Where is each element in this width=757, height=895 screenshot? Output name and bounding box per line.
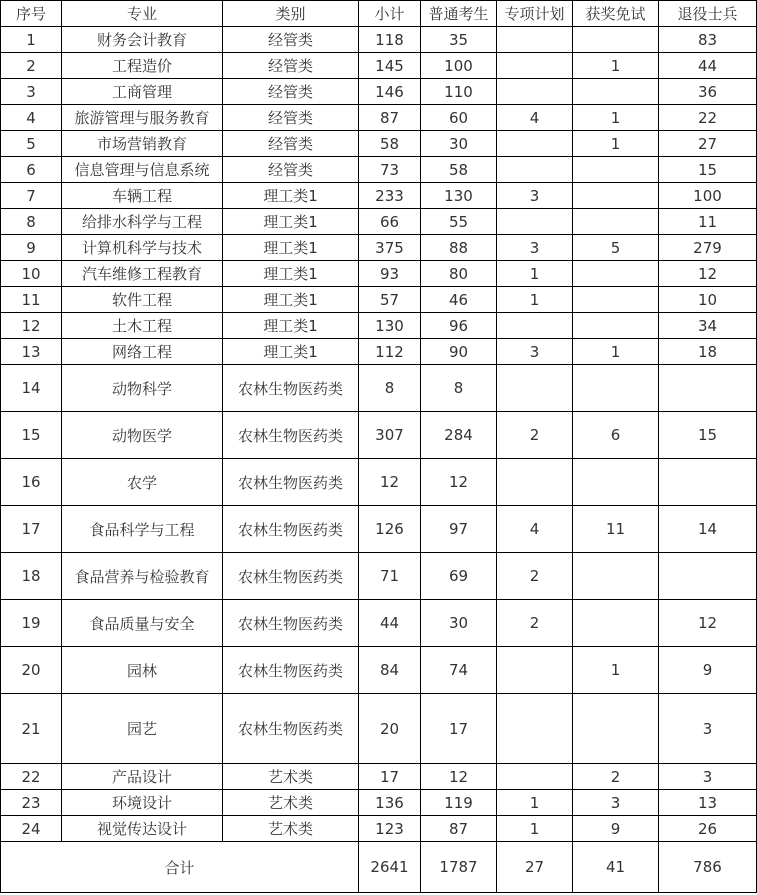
row-major: 食品科学与工程 (62, 506, 223, 553)
row-special (497, 157, 573, 183)
header-veteran: 退役士兵 (659, 1, 757, 27)
row-major: 土木工程 (62, 313, 223, 339)
total-row (1, 842, 757, 893)
row-regular: 12 (421, 764, 497, 790)
row-regular: 55 (421, 209, 497, 235)
row-veteran: 3 (659, 694, 757, 764)
row-category: 经管类 (223, 105, 359, 131)
row-regular: 58 (421, 157, 497, 183)
row-regular: 100 (421, 53, 497, 79)
row-award: 5 (573, 235, 659, 261)
row-category: 理工类1 (223, 235, 359, 261)
row-subtotal: 146 (359, 79, 421, 105)
row-category: 经管类 (223, 157, 359, 183)
row-no: 23 (1, 790, 62, 816)
row-regular: 35 (421, 27, 497, 53)
row-category: 经管类 (223, 53, 359, 79)
table-row (1, 131, 757, 157)
row-regular: 97 (421, 506, 497, 553)
row-veteran: 12 (659, 261, 757, 287)
row-subtotal: 123 (359, 816, 421, 842)
row-special: 3 (497, 183, 573, 209)
row-award: 11 (573, 506, 659, 553)
row-no: 24 (1, 816, 62, 842)
row-veteran: 18 (659, 339, 757, 365)
row-no: 10 (1, 261, 62, 287)
row-subtotal: 112 (359, 339, 421, 365)
row-special: 1 (497, 287, 573, 313)
table-row (1, 235, 757, 261)
row-no: 4 (1, 105, 62, 131)
header-special: 专项计划 (497, 1, 573, 27)
row-award: 1 (573, 105, 659, 131)
row-special: 4 (497, 105, 573, 131)
row-major: 环境设计 (62, 790, 223, 816)
row-subtotal: 84 (359, 647, 421, 694)
row-subtotal: 71 (359, 553, 421, 600)
row-award: 1 (573, 647, 659, 694)
row-major: 食品营养与检验教育 (62, 553, 223, 600)
row-major: 财务会计教育 (62, 27, 223, 53)
table-row (1, 790, 757, 816)
row-no: 5 (1, 131, 62, 157)
row-regular: 17 (421, 694, 497, 764)
total-veteran: 786 (659, 842, 757, 893)
total-regular: 1787 (421, 842, 497, 893)
row-regular: 90 (421, 339, 497, 365)
row-no: 12 (1, 313, 62, 339)
row-veteran: 14 (659, 506, 757, 553)
row-special (497, 459, 573, 506)
row-subtotal: 20 (359, 694, 421, 764)
row-veteran: 27 (659, 131, 757, 157)
row-major: 计算机科学与技术 (62, 235, 223, 261)
row-category: 理工类1 (223, 339, 359, 365)
row-award (573, 553, 659, 600)
row-subtotal: 118 (359, 27, 421, 53)
row-regular: 119 (421, 790, 497, 816)
row-category: 理工类1 (223, 313, 359, 339)
row-category: 艺术类 (223, 816, 359, 842)
row-special (497, 647, 573, 694)
row-category: 农林生物医药类 (223, 600, 359, 647)
table-row (1, 553, 757, 600)
total-label: 合计 (1, 842, 359, 893)
row-special: 1 (497, 261, 573, 287)
table-row (1, 105, 757, 131)
row-award (573, 27, 659, 53)
header-row (1, 1, 757, 27)
row-veteran (659, 365, 757, 412)
row-special: 3 (497, 235, 573, 261)
row-major: 给排水科学与工程 (62, 209, 223, 235)
row-veteran: 279 (659, 235, 757, 261)
row-category: 艺术类 (223, 764, 359, 790)
row-veteran: 3 (659, 764, 757, 790)
row-no: 7 (1, 183, 62, 209)
table-row (1, 647, 757, 694)
row-award (573, 694, 659, 764)
table-row (1, 313, 757, 339)
row-major: 农学 (62, 459, 223, 506)
row-subtotal: 12 (359, 459, 421, 506)
row-no: 16 (1, 459, 62, 506)
row-subtotal: 58 (359, 131, 421, 157)
row-category: 农林生物医药类 (223, 365, 359, 412)
row-special: 1 (497, 816, 573, 842)
table-row (1, 506, 757, 553)
row-special (497, 313, 573, 339)
header-regular: 普通考生 (421, 1, 497, 27)
table-row (1, 79, 757, 105)
row-major: 动物科学 (62, 365, 223, 412)
row-regular: 8 (421, 365, 497, 412)
row-veteran: 15 (659, 412, 757, 459)
row-award (573, 209, 659, 235)
row-category: 农林生物医药类 (223, 553, 359, 600)
row-regular: 130 (421, 183, 497, 209)
row-veteran: 100 (659, 183, 757, 209)
row-special: 2 (497, 553, 573, 600)
row-major: 工程造价 (62, 53, 223, 79)
table-row (1, 764, 757, 790)
row-category: 理工类1 (223, 183, 359, 209)
row-subtotal: 66 (359, 209, 421, 235)
row-veteran: 15 (659, 157, 757, 183)
row-regular: 74 (421, 647, 497, 694)
row-major: 食品质量与安全 (62, 600, 223, 647)
row-veteran: 22 (659, 105, 757, 131)
row-special: 1 (497, 790, 573, 816)
row-regular: 46 (421, 287, 497, 313)
table-row (1, 339, 757, 365)
row-category: 经管类 (223, 131, 359, 157)
total-award: 41 (573, 842, 659, 893)
table-row (1, 816, 757, 842)
row-subtotal: 93 (359, 261, 421, 287)
header-category: 类别 (223, 1, 359, 27)
row-no: 18 (1, 553, 62, 600)
row-special (497, 209, 573, 235)
row-award: 3 (573, 790, 659, 816)
row-award (573, 287, 659, 313)
row-veteran: 44 (659, 53, 757, 79)
row-special: 2 (497, 600, 573, 647)
row-no: 22 (1, 764, 62, 790)
row-regular: 12 (421, 459, 497, 506)
header-no: 序号 (1, 1, 62, 27)
row-special (497, 694, 573, 764)
row-category: 理工类1 (223, 209, 359, 235)
row-veteran (659, 459, 757, 506)
row-no: 20 (1, 647, 62, 694)
row-category: 理工类1 (223, 287, 359, 313)
table-row (1, 412, 757, 459)
row-category: 经管类 (223, 27, 359, 53)
row-no: 3 (1, 79, 62, 105)
total-special: 27 (497, 842, 573, 893)
row-special: 3 (497, 339, 573, 365)
row-veteran: 10 (659, 287, 757, 313)
row-award (573, 261, 659, 287)
row-award (573, 79, 659, 105)
row-veteran (659, 553, 757, 600)
row-no: 1 (1, 27, 62, 53)
header-major: 专业 (62, 1, 223, 27)
row-regular: 87 (421, 816, 497, 842)
row-category: 理工类1 (223, 261, 359, 287)
row-subtotal: 145 (359, 53, 421, 79)
table-row (1, 209, 757, 235)
row-veteran: 11 (659, 209, 757, 235)
row-award: 1 (573, 339, 659, 365)
row-veteran: 13 (659, 790, 757, 816)
row-subtotal: 307 (359, 412, 421, 459)
row-veteran: 12 (659, 600, 757, 647)
row-award (573, 157, 659, 183)
row-category: 农林生物医药类 (223, 459, 359, 506)
row-major: 网络工程 (62, 339, 223, 365)
row-subtotal: 73 (359, 157, 421, 183)
row-award (573, 459, 659, 506)
row-major: 产品设计 (62, 764, 223, 790)
row-subtotal: 57 (359, 287, 421, 313)
row-major: 汽车维修工程教育 (62, 261, 223, 287)
row-major: 市场营销教育 (62, 131, 223, 157)
row-major: 园艺 (62, 694, 223, 764)
row-award: 1 (573, 53, 659, 79)
row-award: 6 (573, 412, 659, 459)
row-subtotal: 87 (359, 105, 421, 131)
row-award (573, 313, 659, 339)
row-major: 车辆工程 (62, 183, 223, 209)
row-subtotal: 8 (359, 365, 421, 412)
row-special: 2 (497, 412, 573, 459)
row-veteran: 9 (659, 647, 757, 694)
row-major: 工商管理 (62, 79, 223, 105)
row-category: 农林生物医药类 (223, 506, 359, 553)
row-award: 2 (573, 764, 659, 790)
table-row (1, 287, 757, 313)
table-row (1, 53, 757, 79)
table-row (1, 183, 757, 209)
row-subtotal: 17 (359, 764, 421, 790)
row-no: 13 (1, 339, 62, 365)
table-row (1, 600, 757, 647)
row-no: 17 (1, 506, 62, 553)
row-special (497, 53, 573, 79)
row-major: 旅游管理与服务教育 (62, 105, 223, 131)
table-row (1, 694, 757, 764)
row-special (497, 365, 573, 412)
row-regular: 69 (421, 553, 497, 600)
row-no: 15 (1, 412, 62, 459)
row-no: 8 (1, 209, 62, 235)
table-row (1, 157, 757, 183)
row-no: 21 (1, 694, 62, 764)
row-award: 9 (573, 816, 659, 842)
table-row (1, 459, 757, 506)
row-category: 农林生物医药类 (223, 694, 359, 764)
row-award (573, 183, 659, 209)
row-subtotal: 375 (359, 235, 421, 261)
row-category: 农林生物医药类 (223, 647, 359, 694)
row-subtotal: 130 (359, 313, 421, 339)
row-category: 经管类 (223, 79, 359, 105)
row-regular: 88 (421, 235, 497, 261)
row-special (497, 79, 573, 105)
row-no: 14 (1, 365, 62, 412)
row-no: 2 (1, 53, 62, 79)
row-major: 信息管理与信息系统 (62, 157, 223, 183)
header-award: 获奖免试 (573, 1, 659, 27)
row-subtotal: 44 (359, 600, 421, 647)
table-row (1, 365, 757, 412)
row-veteran: 34 (659, 313, 757, 339)
row-special: 4 (497, 506, 573, 553)
row-veteran: 26 (659, 816, 757, 842)
row-subtotal: 233 (359, 183, 421, 209)
row-major: 园林 (62, 647, 223, 694)
row-special (497, 764, 573, 790)
row-regular: 96 (421, 313, 497, 339)
row-regular: 80 (421, 261, 497, 287)
row-no: 6 (1, 157, 62, 183)
row-regular: 30 (421, 131, 497, 157)
row-major: 动物医学 (62, 412, 223, 459)
row-veteran: 36 (659, 79, 757, 105)
table-row (1, 27, 757, 53)
row-category: 艺术类 (223, 790, 359, 816)
row-no: 9 (1, 235, 62, 261)
row-major: 软件工程 (62, 287, 223, 313)
row-award (573, 365, 659, 412)
row-subtotal: 126 (359, 506, 421, 553)
row-award (573, 600, 659, 647)
table-body (1, 27, 757, 842)
row-category: 农林生物医药类 (223, 412, 359, 459)
row-veteran: 83 (659, 27, 757, 53)
header-subtotal: 小计 (359, 1, 421, 27)
row-regular: 60 (421, 105, 497, 131)
row-award: 1 (573, 131, 659, 157)
row-special (497, 131, 573, 157)
row-regular: 284 (421, 412, 497, 459)
row-major: 视觉传达设计 (62, 816, 223, 842)
row-no: 11 (1, 287, 62, 313)
row-special (497, 27, 573, 53)
row-no: 19 (1, 600, 62, 647)
row-subtotal: 136 (359, 790, 421, 816)
table-row (1, 261, 757, 287)
row-regular: 30 (421, 600, 497, 647)
row-regular: 110 (421, 79, 497, 105)
total-subtotal: 2641 (359, 842, 421, 893)
